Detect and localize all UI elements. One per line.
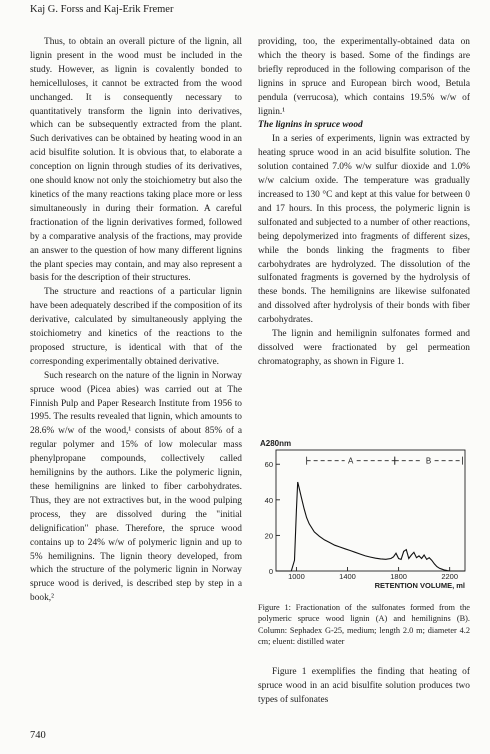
x-tick-label: 1000 <box>288 572 305 581</box>
paragraph: Thus, to obtain an overall picture of the lignin, all lignin present in the wood must be included in the study. However, as lignin is covalently bonded to hemicelluloses, it cannot be extracted from the wood unchanged. It is consequently necessary to quantitatively transform the lignin into derivatives, which can be subsequently extracted from the plant. Such derivatives can be obtained by heating wood in an acid bisulfite solution. It is obvious that, to elaborate a conception on lignin through studies of its derivatives, one should know not only the stoichiometry but also the kinetics of the many reactions taking place more or less simultaneously in during their formation. A careful fractionation of the lignin derivatives formed, followed by a comparative analysis of the fractions, may provide an answer to the question of how many different lignins the plant species may contain, and may also represent a basis for the description of their structures. <box>30 37 242 284</box>
paragraph: In a series of experiments, lignin was extracted by heating spruce wood in an acid bisulfite solution. The solution contained 7.0% w/w sulfur dioxide and 1.0% w/w calcium oxide. The temperature was gradually increased to 130 °C and kept at this value for between 0 and 17 hours. In this process, the polymeric lignin is sulfonated and subjected to a number of other reactions, being depolymerized into fragments of different sizes, while the bonds linking the fragments to fiber carbohydrates are hydrolyzed. The dissolution of the sulfonated fragments is governed by the hydrolysis of these bonds. The hemilignins are likewise sulfonated and dissolved after hydrolysis of their bonds with fiber carbohydrates. <box>258 134 470 326</box>
page-number: 740 <box>30 730 46 741</box>
y-tick-label: 0 <box>268 567 273 576</box>
x-tick-label: 2200 <box>441 572 459 581</box>
paragraph: Figure 1 exemplifies the finding that heating of spruce wood in an acid bisulfite solution produces two types of sulfonates <box>258 667 470 705</box>
section-title: The lignins in spruce wood <box>258 120 363 131</box>
chromatogram-chart <box>258 436 473 594</box>
range-label-a: A <box>348 456 354 466</box>
y-axis-label: A280nm <box>260 439 292 448</box>
paragraph: The lignin and hemilignin sulfonates formed and dissolved were fractionated by gel permeation chromatography, as shown in Figure 1. <box>258 329 470 367</box>
paragraph: The structure and reactions of a particular lignin have been adequately described if the composition of its derivative, calculated by simultaneously applying the stoichiometry and kinetics of the reactions to the proposed structure, is identical with that of the corresponding experimentally obtained derivative. <box>30 287 242 367</box>
elution-curve <box>276 482 465 571</box>
y-tick-label: 20 <box>264 531 273 541</box>
figure-chart <box>258 436 473 594</box>
right-column <box>258 36 470 370</box>
left-column <box>30 36 242 606</box>
after-figure-text <box>258 666 470 708</box>
y-tick-label: 40 <box>264 495 273 505</box>
x-tick-label: 1800 <box>390 572 407 581</box>
figure-caption: Figure 1: Fractionation of the sulfonates formed from the polymeric spruce wood lignin (A) and hemilignins (B). Column: Sephadex G-25, medium; length 2.0 m; diameter 4.2 cm; eluent: distilled water <box>258 603 470 647</box>
running-header: Kaj G. Forss and Kaj-Erik Fremer <box>30 4 174 15</box>
paragraph: providing, too, the experimentally-obtained data on which the theory is based. Some of the findings are briefly reproduced in the following comparison of the lignins in spruce and European birch wood, Betula pendula (verrucosa), which contains 19.5% w/w of lignin.¹ <box>258 37 470 117</box>
range-label-b: B <box>425 456 432 466</box>
x-axis-label: RETENTION VOLUME, ml <box>374 581 465 590</box>
paragraph: Such research on the nature of the lignin in Norway spruce wood (Picea abies) was carried out at The Finnish Pulp and Paper Research Institute from 1956 to 1995. The results revealed that lignin, which amounts to 28.6% w/w of the wood,¹ consists of about 85% of a regular polymer and 15% of low molecular mass phenylpropane compounds, collectively called hemilignins by the authors. Like the polymeric lignin, these hemilignins are linked to fiber carbohydrates. Thus, they are not extractives but, in the wood pulping process, they are dissolved during the "initial delignification" phase. Therefore, the spruce wood contains up to 24% w/w of polymeric lignin and up to 5% hemilignins. The lignin theory developed, from which the structure of the polymeric lignin in Norway spruce wood is derived, is described step by step in a book,² <box>30 370 242 604</box>
x-tick-label: 1400 <box>339 572 356 581</box>
y-tick-label: 60 <box>264 460 273 470</box>
